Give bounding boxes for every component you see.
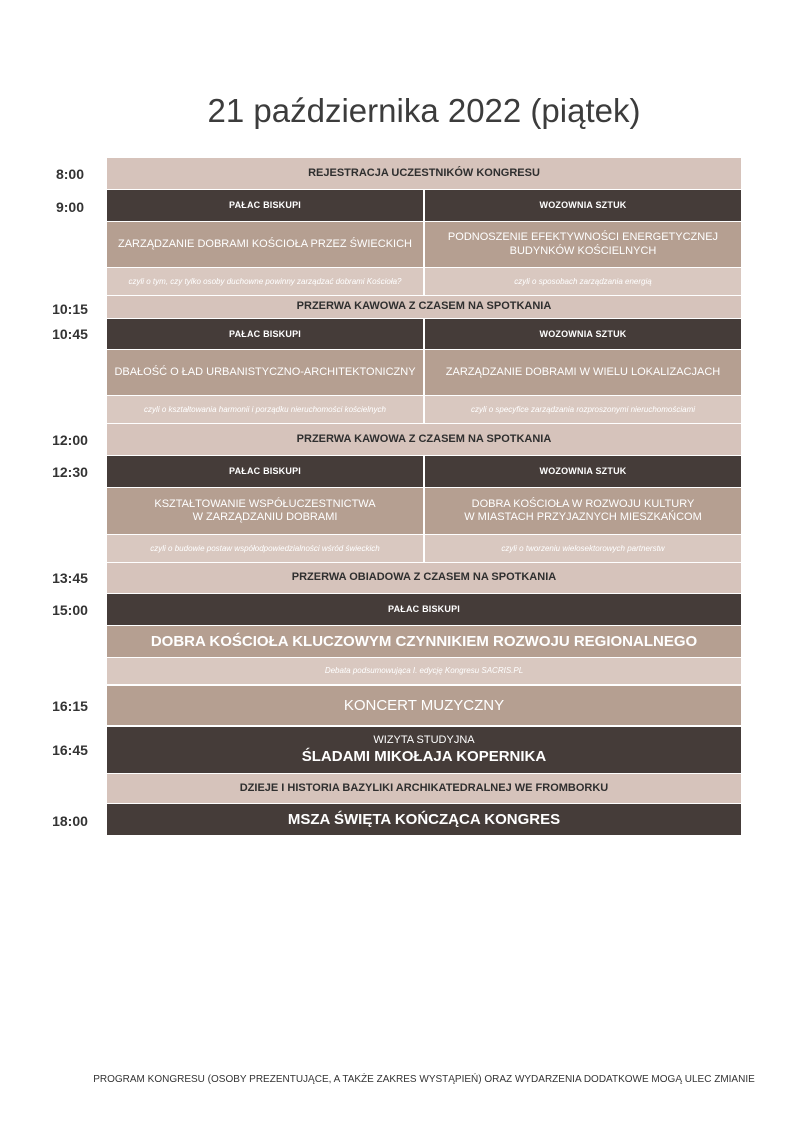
session-topic-left: DBAŁOŚĆ O ŁAD URBANISTYCZNO-ARCHITEKTONICZNY (107, 350, 423, 395)
time-label: 15:00 (52, 602, 88, 618)
coffee-break-cell: PRZERWA KAWOWA Z CZASEM NA SPOTKANIA (107, 296, 741, 318)
topic-line: W ZARZĄDZANIU DOBRAMI (192, 511, 338, 523)
concert-cell: KONCERT MUZYCZNY (107, 686, 741, 725)
plenary-venue-header: PAŁAC BISKUPI (107, 594, 741, 625)
plenary-topic-cell: DOBRA KOŚCIOŁA KLUCZOWYM CZYNNIKIEM ROZWOJU REGIONALNEGO (107, 626, 741, 657)
session-subtitle-left: czyli o tym, czy tylko osoby duchowne powinny zarządzać dobrami Kościoła? (107, 268, 423, 295)
session-subtitle-right: czyli o sposobach zarządzania energią (425, 268, 741, 295)
venue-header-left: PAŁAC BISKUPI (107, 319, 423, 349)
time-label: 10:45 (52, 326, 88, 342)
footer-note: PROGRAM KONGRESU (OSOBY PREZENTUJĄCE, A TAKŻE ZAKRES WYSTĄPIEŃ) ORAZ WYDARZENIA DODATKOWE MOGĄ ULEC ZMIANIE (93, 1074, 755, 1085)
time-label: 13:45 (52, 570, 88, 586)
venue-header-right: WOZOWNIA SZTUK (425, 456, 741, 487)
time-label: 9:00 (55, 199, 85, 215)
history-cell: DZIEJE I HISTORIA BAZYLIKI ARCHIKATEDRALNEJ WE FROMBORKU (107, 774, 741, 803)
venue-header-left: PAŁAC BISKUPI (107, 190, 423, 221)
study-visit-title: ŚLADAMI MIKOŁAJA KOPERNIKA (301, 747, 547, 765)
time-label: 8:00 (55, 166, 85, 182)
lunch-break-cell: PRZERWA OBIADOWA Z CZASEM NA SPOTKANIA (107, 563, 741, 593)
session-topic-right (425, 488, 741, 534)
session-topic-right: ZARZĄDZANIE DOBRAMI W WIELU LOKALIZACJACH (425, 350, 741, 395)
topic-line: BUDYNKÓW KOŚCIELNYCH (509, 244, 657, 257)
session-topic-left: ZARZĄDZANIE DOBRAMI KOŚCIOŁA PRZEZ ŚWIECKICH (107, 222, 423, 267)
session-subtitle-left: czyli o kształtowania harmonii i porządku nieruchomości kościelnych (107, 396, 423, 423)
time-label: 16:45 (52, 742, 88, 758)
study-visit-label: WIZYTA STUDYJNA (373, 734, 475, 747)
session-subtitle-left: czyli o budowie postaw współodpowiedzialności wśród świeckich (107, 535, 423, 562)
page-title: 21 października 2022 (piątek) (207, 92, 641, 129)
session-subtitle-right: czyli o tworzeniu wielosektorowych partnerstw (425, 535, 741, 562)
time-label: 12:00 (52, 432, 88, 448)
venue-header-left: PAŁAC BISKUPI (107, 456, 423, 487)
session-topic-right (425, 222, 741, 267)
topic-line: PODNOSZENIE EFEKTYWNOŚCI ENERGETYCZNEJ (447, 231, 719, 244)
time-label: 18:00 (52, 813, 88, 829)
venue-header-right: WOZOWNIA SZTUK (425, 319, 741, 349)
session-subtitle-right: czyli o specyfice zarządzania rozproszonymi nieruchomościami (425, 396, 741, 423)
topic-line: W MIASTACH PRZYJAZNYCH MIESZKAŃCOM (464, 511, 702, 523)
session-topic-left (107, 488, 423, 534)
registration-cell: REJESTRACJA UCZESTNIKÓW KONGRESU (107, 158, 741, 189)
time-label: 12:30 (52, 464, 88, 480)
closing-mass-cell: MSZA ŚWIĘTA KOŃCZĄCA KONGRES (107, 804, 741, 835)
topic-line: KSZTAŁTOWANIE WSPÓŁUCZESTNICTWA (154, 497, 376, 510)
time-label: 10:15 (52, 301, 88, 317)
plenary-subtitle-cell: Debata podsumowująca I. edycję Kongresu SACRIS.PL (107, 658, 741, 684)
time-label: 16:15 (52, 698, 88, 714)
study-visit-cell (107, 727, 741, 773)
topic-line: DOBRA KOŚCIOŁA W ROZWOJU KULTURY (471, 497, 695, 510)
coffee-break-cell: PRZERWA KAWOWA Z CZASEM NA SPOTKANIA (107, 424, 741, 455)
venue-header-right: WOZOWNIA SZTUK (425, 190, 741, 221)
